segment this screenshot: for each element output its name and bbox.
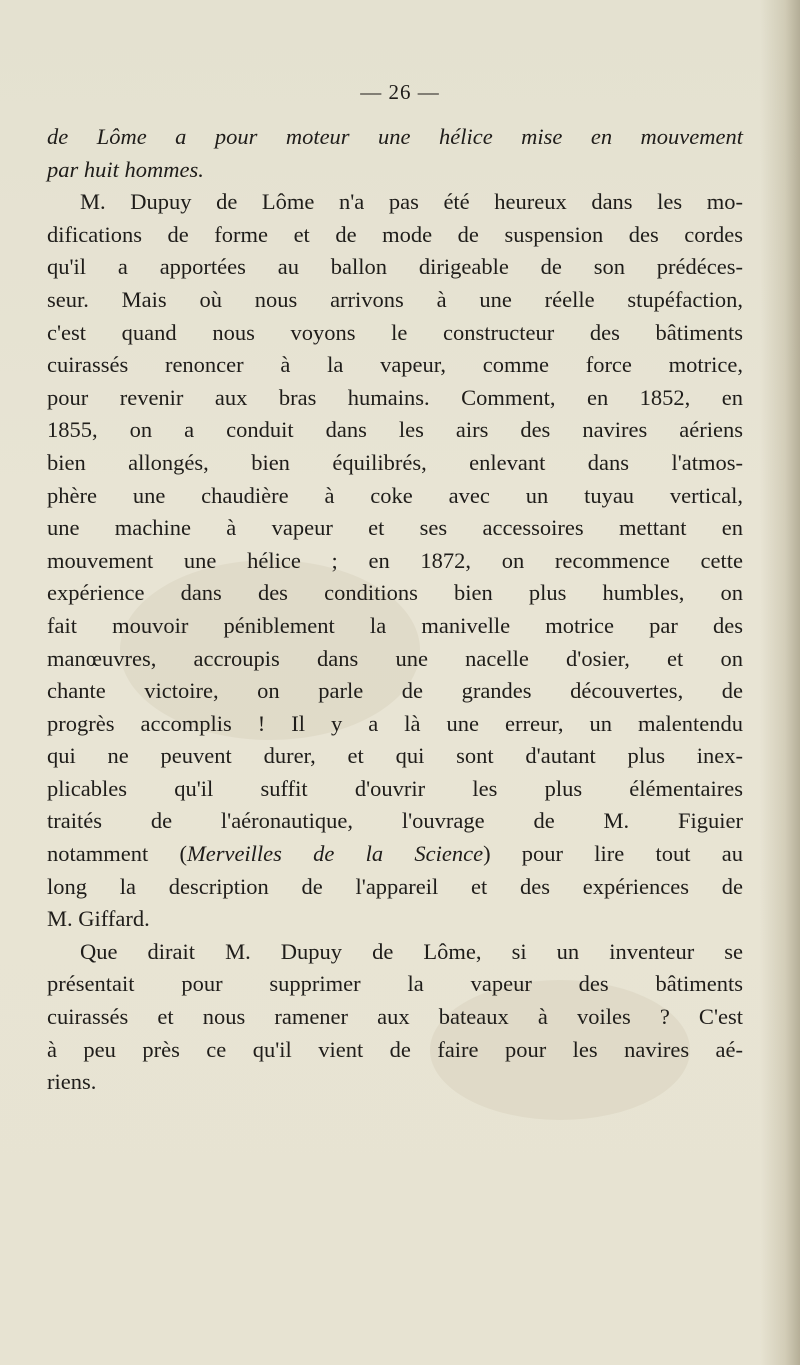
text-line: long la description de l'appareil et des expériences de <box>47 873 743 899</box>
text-line: bien allongés, bien équilibrés, enlevant dans l'atmos- <box>47 449 743 475</box>
text-line: fait mouvoir péniblement la manivelle motrice par des <box>47 612 743 638</box>
text-line: de Lôme a pour moteur une hélice mise en mouvement <box>47 124 743 149</box>
body-text <box>47 121 743 1099</box>
text-line: plicables qu'il suffit d'ouvrir les plus élémentaires <box>47 775 743 801</box>
paragraph-start: M. Dupuy de Lôme n'a pas été heureux dans les mo- <box>80 189 743 215</box>
text-line: à peu près ce qu'il vient de faire pour les navires aé- <box>47 1036 743 1062</box>
text-line: progrès accomplis ! Il y a là une erreur, un malentendu <box>47 710 743 736</box>
text-line: pour revenir aux bras humains. Comment, en 1852, en <box>47 384 743 410</box>
text-line: expérience dans des conditions bien plus humbles, on <box>47 580 743 606</box>
text-line: qu'il a apportées au ballon dirigeable de son prédéces- <box>47 254 743 280</box>
text-line: cuirassés renoncer à la vapeur, comme force motrice, <box>47 352 743 378</box>
text-line: mouvement une hélice ; en 1872, on recommence cette <box>47 547 743 573</box>
text-line: par huit hommes. <box>47 156 204 182</box>
text-line-with-title <box>47 838 743 871</box>
text-fragment: ) pour lire tout au <box>483 841 743 867</box>
text-fragment: notamment ( <box>47 841 187 867</box>
text-line: difications de forme et de mode de suspension des cordes <box>47 221 743 247</box>
text-line: chante victoire, on parle de grandes découvertes, de <box>47 678 743 704</box>
text-line: cuirassés et nous ramener aux bateaux à voiles ? C'est <box>47 1004 743 1030</box>
text-line: riens. <box>47 1069 97 1095</box>
text-line: présentait pour supprimer la vapeur des bâtiments <box>47 971 743 997</box>
paragraph-start: Que dirait M. Dupuy de Lôme, si un inventeur se <box>80 938 743 964</box>
text-line: M. Giffard. <box>47 906 150 932</box>
text-line: seur. Mais où nous arrivons à une réelle stupéfaction, <box>47 286 743 312</box>
text-line: 1855, on a conduit dans les airs des navires aériens <box>47 417 743 443</box>
text-line: c'est quand nous voyons le constructeur des bâtiments <box>47 319 743 345</box>
page-number: — 26 — <box>360 80 440 104</box>
text-line: phère une chaudière à coke avec un tuyau vertical, <box>47 482 743 508</box>
book-title-reference: Merveilles de la Science <box>186 841 484 867</box>
text-line: une machine à vapeur et ses accessoires mettant en <box>47 515 743 541</box>
text-line: manœuvres, accroupis dans une nacelle d'osier, et on <box>47 645 743 671</box>
text-line: qui ne peuvent durer, et qui sont d'autant plus inex- <box>47 743 743 769</box>
text-line: traités de l'aéronautique, l'ouvrage de M. Figuier <box>47 808 743 834</box>
